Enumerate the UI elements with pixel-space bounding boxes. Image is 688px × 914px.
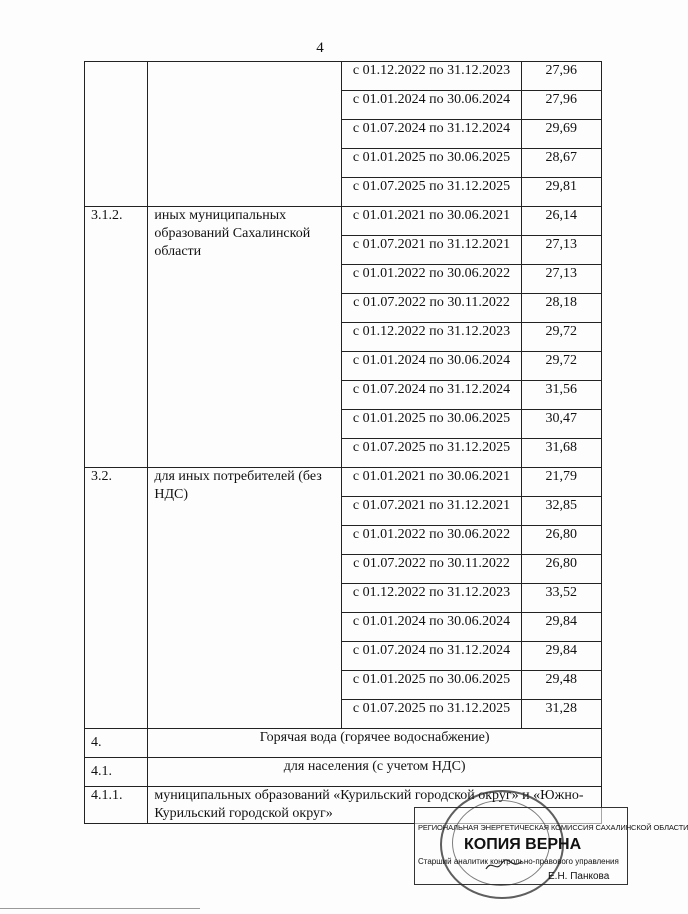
tariff-period: с 01.01.2022 по 30.06.2022 <box>342 265 521 294</box>
tariff-period: с 01.01.2025 по 30.06.2025 <box>342 671 521 700</box>
stamp-signatory-name: Е.Н. Панкова <box>548 871 610 882</box>
table-row <box>85 207 602 236</box>
tariff-period: с 01.01.2021 по 30.06.2021 <box>342 468 521 497</box>
section-title: Горячая вода (горячее водоснабжение) <box>148 729 602 758</box>
tariff-period: с 01.01.2024 по 30.06.2024 <box>342 352 521 381</box>
tariff-value: 27,96 <box>521 91 601 120</box>
row-number: 4.1. <box>85 758 148 787</box>
tariff-value: 31,56 <box>521 381 601 410</box>
row-number: 4. <box>85 729 148 758</box>
tariff-period: с 01.01.2025 по 30.06.2025 <box>342 410 521 439</box>
tariff-period: с 01.07.2025 по 31.12.2025 <box>342 700 521 729</box>
tariff-period: с 01.12.2022 по 31.12.2023 <box>342 323 521 352</box>
stamp-copy-label: КОПИЯ ВЕРНА <box>464 836 582 853</box>
tariff-value: 26,14 <box>521 207 601 236</box>
tariff-value: 29,72 <box>521 323 601 352</box>
tariff-period: с 01.07.2024 по 31.12.2024 <box>342 381 521 410</box>
tariff-period: с 01.07.2024 по 31.12.2024 <box>342 642 521 671</box>
tariff-period: с 01.01.2024 по 30.06.2024 <box>342 613 521 642</box>
tariff-period: с 01.12.2022 по 31.12.2023 <box>342 62 521 91</box>
tariff-value: 31,68 <box>521 439 601 468</box>
tariff-value: 27,13 <box>521 265 601 294</box>
consumer-category: иных муниципальных образований Сахалинской области <box>148 207 342 468</box>
tariff-period: с 01.07.2022 по 30.11.2022 <box>342 555 521 584</box>
table-row <box>85 468 602 497</box>
table-row <box>85 62 602 91</box>
tariff-table <box>84 61 602 824</box>
section-title: для населения (с учетом НДС) <box>148 758 602 787</box>
section-row <box>85 758 602 787</box>
tariff-value: 29,84 <box>521 613 601 642</box>
tariff-period: с 01.07.2025 по 31.12.2025 <box>342 439 521 468</box>
row-number: 4.1.1. <box>85 787 148 824</box>
stamp-organization: РЕГИОНАЛЬНАЯ ЭНЕРГЕТИЧЕСКАЯ КОМИССИЯ САХАЛИНСКОЙ ОБЛАСТИ <box>418 823 688 832</box>
tariff-period: с 01.07.2021 по 31.12.2021 <box>342 497 521 526</box>
tariff-value: 26,80 <box>521 555 601 584</box>
tariff-value: 29,48 <box>521 671 601 700</box>
tariff-value: 31,28 <box>521 700 601 729</box>
tariff-value: 33,52 <box>521 584 601 613</box>
tariff-value: 27,96 <box>521 62 601 91</box>
tariff-value: 27,13 <box>521 236 601 265</box>
consumer-category: муниципальных образований «Курильский городской округ» и «Южно-Курильский городской округ» <box>148 787 602 824</box>
tariff-period: с 01.01.2024 по 30.06.2024 <box>342 91 521 120</box>
tariff-value: 28,67 <box>521 149 601 178</box>
row-number <box>85 62 148 207</box>
section-row <box>85 729 602 758</box>
consumer-category: для иных потребителей (без НДС) <box>148 468 342 729</box>
tariff-period: с 01.12.2022 по 31.12.2023 <box>342 584 521 613</box>
tariff-period: с 01.07.2025 по 31.12.2025 <box>342 178 521 207</box>
tariff-value: 29,69 <box>521 120 601 149</box>
tariff-value: 29,84 <box>521 642 601 671</box>
stamp-position: Старший аналитик контрольно-правового управления <box>418 857 619 866</box>
tariff-value: 26,80 <box>521 526 601 555</box>
tariff-period: с 01.01.2021 по 30.06.2021 <box>342 207 521 236</box>
tariff-period: с 01.01.2025 по 30.06.2025 <box>342 149 521 178</box>
tariff-value: 29,81 <box>521 178 601 207</box>
tariff-period: с 01.01.2022 по 30.06.2022 <box>342 526 521 555</box>
bottom-rule <box>0 908 200 909</box>
row-number: 3.2. <box>85 468 148 729</box>
tariff-period: с 01.07.2024 по 31.12.2024 <box>342 120 521 149</box>
handwritten-signature <box>484 855 524 875</box>
row-number: 3.1.2. <box>85 207 148 468</box>
tariff-value: 29,72 <box>521 352 601 381</box>
tariff-value: 28,18 <box>521 294 601 323</box>
page-number: 4 <box>316 40 324 56</box>
tariff-value: 21,79 <box>521 468 601 497</box>
tariff-period: с 01.07.2022 по 30.11.2022 <box>342 294 521 323</box>
tariff-value: 30,47 <box>521 410 601 439</box>
consumer-category <box>148 62 342 207</box>
tariff-value: 32,85 <box>521 497 601 526</box>
tariff-period: с 01.07.2021 по 31.12.2021 <box>342 236 521 265</box>
